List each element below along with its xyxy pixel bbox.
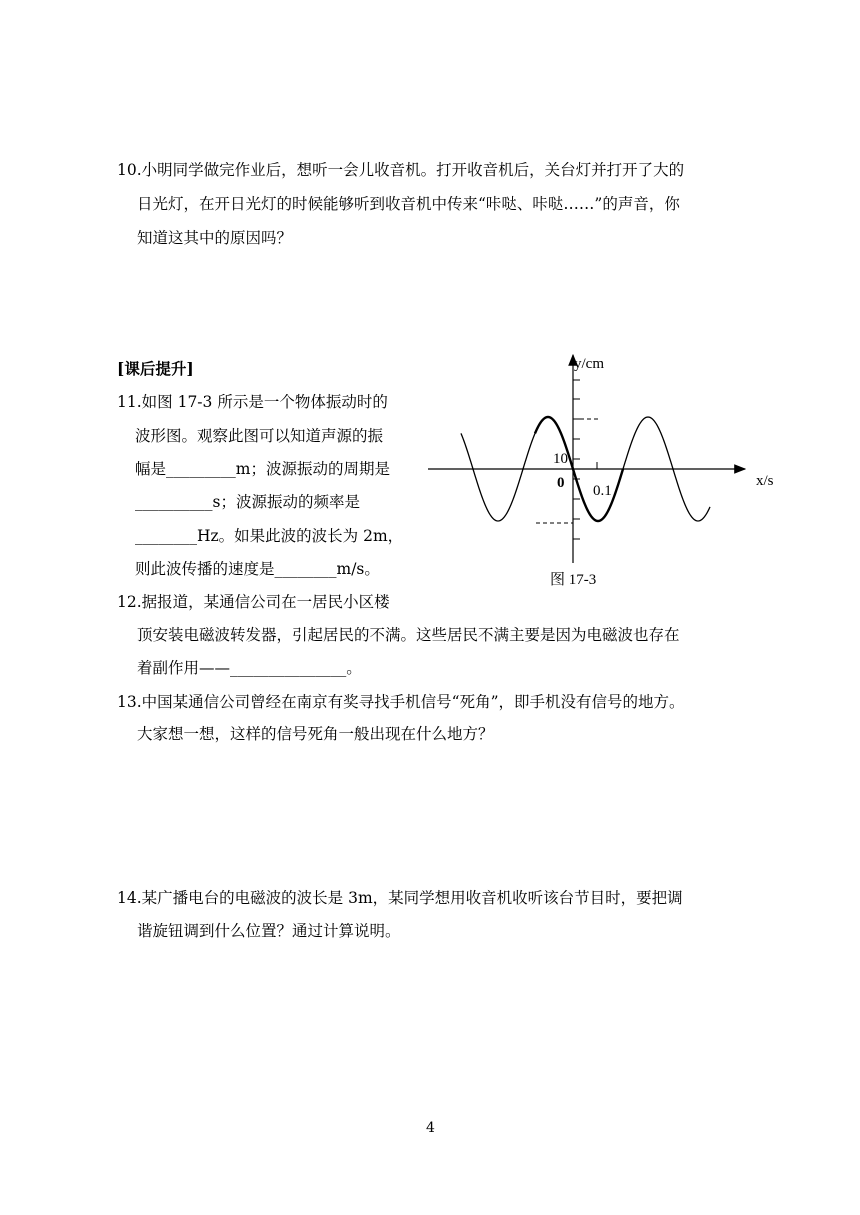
q14-line1: 14.某广播电台的电磁波的波长是 3m，某同学想用收音机收听该台节目时，要把调 <box>117 889 683 907</box>
y-ticks <box>573 380 580 539</box>
q11-line4: __________s；波源振动的频率是 <box>135 493 360 511</box>
q10-line1: 10.小明同学做完作业后，想听一会儿收音机。打开收音机后，关台灯并打开了大的 <box>117 161 685 179</box>
origin-label: 0 <box>557 475 565 491</box>
figure-caption: 图 17-3 <box>550 572 597 588</box>
q12-line1: 12.据报道，某通信公司在一居民小区楼 <box>117 593 390 611</box>
q13-line2: 大家想一想，这样的信号死角一般出现在什么地方？ <box>137 725 494 743</box>
y-axis-label: y/cm <box>574 356 604 372</box>
x-tick-label: 0.1 <box>593 483 612 499</box>
q12-line3: 着副作用——_______________。 <box>137 659 362 677</box>
q11-line6: 则此波传播的速度是________m/s。 <box>135 560 380 578</box>
q11-line1: 11.如图 17-3 所示是一个物体振动时的 <box>117 393 388 411</box>
q11-line2: 波形图。观察此图可以知道声源的振 <box>135 427 384 445</box>
x-axis-label: x/s <box>756 473 774 489</box>
y-tick-label: 10 <box>553 451 568 467</box>
q10-line3: 知道这其中的原因吗？ <box>137 229 293 247</box>
q12-line2: 顶安装电磁波转发器，引起居民的不满。这些居民不满主要是因为电磁波也存在 <box>137 626 680 644</box>
q13-line1: 13.中国某通信公司曾经在南京有奖寻找手机信号“死角”，即手机没有信号的地方。 <box>117 693 685 711</box>
q11-line5: ________Hz。如果此波的波长为 2m， <box>135 527 404 545</box>
q11-line3: 幅是_________m；波源振动的周期是 <box>135 460 390 478</box>
q10-line2: 日光灯，在开日光灯的时候能够听到收音机中传来“咔哒、咔哒……”的声音，你 <box>137 195 680 213</box>
waveform-figure <box>425 348 795 598</box>
page-number: 4 <box>426 1120 435 1136</box>
section-title: [课后提升] <box>117 359 194 378</box>
q14-line2: 谐旋钮调到什么位置？通过计算说明。 <box>137 922 401 940</box>
